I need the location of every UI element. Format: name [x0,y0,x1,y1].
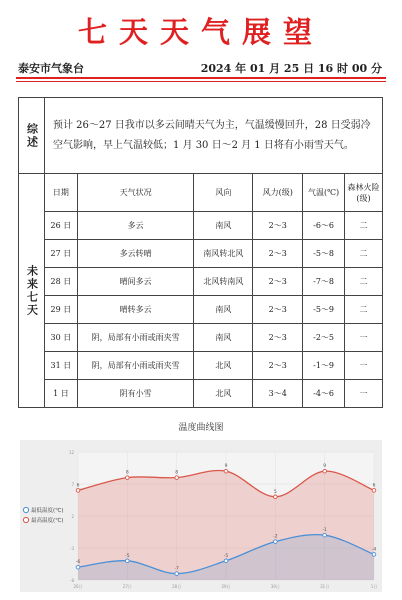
data-point [224,559,228,563]
x-tick-label: 31日 [320,584,330,589]
data-point [175,572,179,576]
forecast-label: 未来七天 [19,174,45,408]
cell-wind-force: 2～3 [253,268,303,296]
data-point [224,469,228,473]
data-label: -7 [174,566,179,572]
table-header-row [19,174,383,212]
cell-wind-force: 2～3 [253,212,303,240]
cell-temperature: -4～6 [303,380,345,408]
y-tick-label: 7 [71,482,74,487]
x-tick-label: 26日 [73,584,83,589]
table-row [19,268,383,296]
cell-fire-risk: 一 [345,352,383,380]
data-point [76,565,80,569]
data-point [175,476,179,480]
data-label: -5 [125,553,130,559]
cell-temperature: -1～9 [303,352,345,380]
data-point [274,495,278,499]
cell-fire-risk: 二 [345,212,383,240]
data-point [126,476,130,480]
summary-text: 预计 26～27 日我市以多云间晴天气为主，气温缓慢回升，28 日受弱冷空气影响，早上气温较低；1 月 30 日～2 月 1 日将有小雨雪天气。 [44,98,382,174]
y-tick-label: -3 [70,546,74,551]
cell-wind-force: 2～3 [253,352,303,380]
data-point [274,540,278,544]
y-tick-label: 2 [71,514,74,519]
table-row [19,212,383,240]
cell-fire-risk: 一 [345,380,383,408]
data-label: 6 [76,483,80,489]
data-label: 8 [125,470,129,476]
table-row [19,380,383,408]
cell-wind-direction: 北风转南风 [194,268,253,296]
cell-date: 31 日 [44,352,77,380]
cell-weather: 晴间多云 [77,268,194,296]
header-rule-top [16,77,386,79]
legend-label: 最高温度(℃) [31,518,64,524]
cell-wind-direction: 南风 [194,296,253,324]
data-label: -4 [371,547,377,553]
data-label: -5 [223,553,229,559]
data-label: -6 [75,560,81,566]
data-point [372,553,376,557]
cell-wind-force: 2～3 [253,296,303,324]
x-tick-label: 28日 [172,584,182,589]
cell-fire-risk: 二 [345,240,383,268]
cell-temperature: -6～6 [303,212,345,240]
cell-weather: 多云 [77,212,194,240]
header-wind-force: 风力(级) [253,174,303,212]
x-tick-label: 27日 [122,584,132,589]
cell-weather: 晴转多云 [77,296,194,324]
header-weather: 天气状况 [77,174,194,212]
cell-wind-direction: 北风 [194,380,253,408]
cell-fire-risk: 一 [345,324,383,352]
x-tick-label: 1日 [370,584,378,589]
table-row [19,240,383,268]
data-point [126,559,130,563]
issue-time: 2024 年 01 月 25 日 16 时 00 分 [200,62,382,75]
cell-wind-direction: 南风 [194,212,253,240]
y-tick-label: -8 [70,578,74,583]
data-point [372,489,376,493]
cell-date: 28 日 [44,268,77,296]
cell-wind-force: 2～3 [253,240,303,268]
page-title: 七天天气展望 [77,15,324,49]
x-tick-label: 29日 [221,584,231,589]
data-point [323,533,327,537]
cell-temperature: -2～5 [303,324,345,352]
temperature-chart-svg [20,440,382,592]
header-fire-risk: 森林火险(级) [345,174,383,212]
legend-marker [23,507,28,512]
cell-wind-direction: 南风转北风 [194,240,253,268]
table-row [19,352,383,380]
cell-wind-direction: 北风 [194,352,253,380]
temperature-chart [20,440,382,592]
cell-date: 1 日 [44,380,77,408]
header-rule-bottom [16,81,386,82]
header-temperature: 气温(℃) [303,174,345,212]
data-label: 8 [175,470,179,476]
cell-date: 29 日 [44,296,77,324]
data-label: 5 [273,489,277,495]
data-label: -2 [273,534,278,540]
cell-wind-force: 2～3 [253,324,303,352]
legend-marker [23,517,28,522]
cell-weather: 多云转晴 [77,240,194,268]
summary-row [19,98,383,174]
cell-temperature: -5～8 [303,240,345,268]
chart-title: 温度曲线图 [178,423,224,433]
data-point [76,489,80,493]
cell-temperature: -7～8 [303,268,345,296]
table-row [19,296,383,324]
cell-date: 27 日 [44,240,77,268]
y-tick-label: 12 [68,450,74,455]
data-label: -1 [322,528,327,534]
data-label: 6 [372,483,376,489]
legend-label: 最低温度(℃) [31,508,64,514]
data-label: 9 [224,464,228,470]
cell-wind-force: 3～4 [253,380,303,408]
cell-temperature: -5～9 [303,296,345,324]
cell-weather: 阴，局部有小雨或雨夹雪 [77,324,194,352]
header-date: 日期 [44,174,77,212]
data-point [323,469,327,473]
cell-fire-risk: 二 [345,296,383,324]
cell-weather: 阴有小雪 [77,380,194,408]
issuer-name: 泰安市气象台 [18,62,84,75]
forecast-table [18,97,383,408]
cell-fire-risk: 二 [345,268,383,296]
cell-date: 30 日 [44,324,77,352]
data-label: 9 [323,464,327,470]
summary-label: 综述 [19,98,45,174]
table-row [19,324,383,352]
x-tick-label: 30日 [270,584,280,589]
cell-weather: 阴，局部有小雨或雨夹雪 [77,352,194,380]
header-wind-direction: 风向 [194,174,253,212]
cell-date: 26 日 [44,212,77,240]
cell-wind-direction: 南风 [194,324,253,352]
